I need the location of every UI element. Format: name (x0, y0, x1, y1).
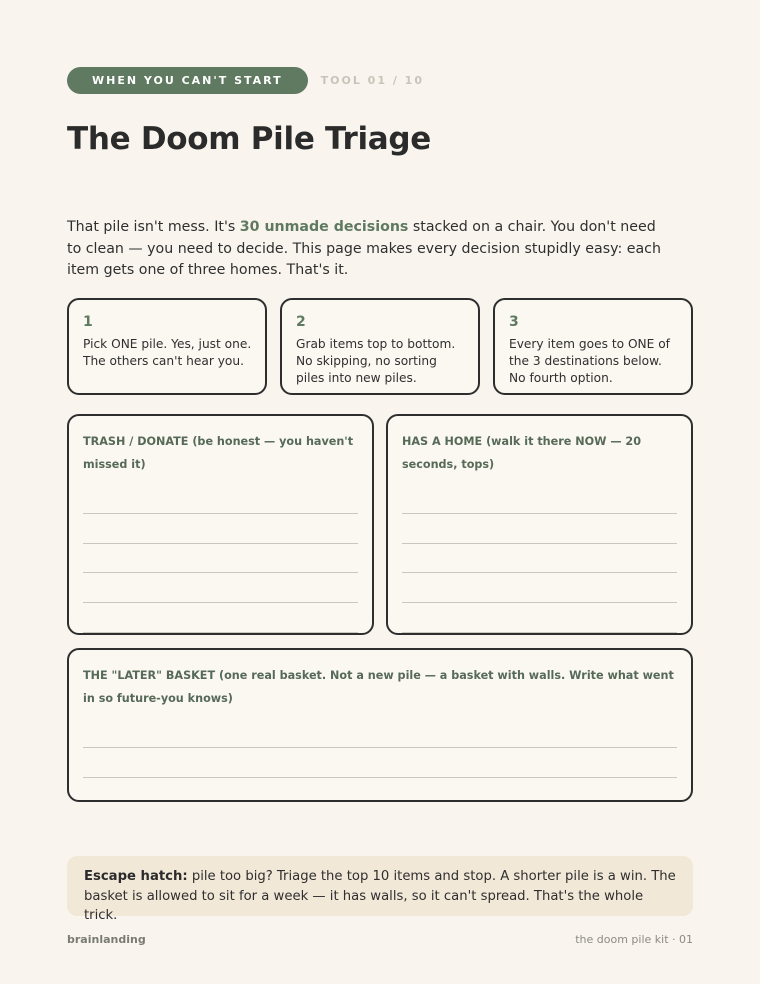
writing-line[interactable] (83, 748, 677, 778)
intro-highlight: 30 unmade decisions (239, 219, 409, 235)
writing-lines (83, 484, 358, 633)
header-row (67, 66, 693, 94)
writing-line[interactable] (402, 484, 677, 514)
intro-text-before: That pile isn't mess. It's (67, 219, 240, 235)
later-basket-box (67, 648, 693, 802)
tool-number: TOOL 01 / 10 (320, 73, 424, 87)
step-number: 1 (83, 314, 93, 330)
writing-line[interactable] (83, 544, 358, 574)
writing-line[interactable] (402, 573, 677, 603)
step-number: 2 (296, 314, 306, 330)
has-a-home-label: HAS A HOME (walk it there NOW — 20 seconds, tops) (402, 435, 641, 471)
section-badge: WHEN YOU CAN'T START (67, 67, 308, 94)
escape-hatch-label: Escape hatch: (84, 869, 188, 884)
writing-line[interactable] (402, 544, 677, 574)
trash-donate-label: TRASH / DONATE (be honest — you haven't missed it) (83, 435, 354, 471)
step-card-1 (67, 298, 267, 395)
step-text: Every item goes to ONE of the 3 destinations below. No fourth option. (509, 337, 670, 385)
writing-line[interactable] (83, 573, 358, 603)
escape-hatch-text: pile too big? Triage the top 10 items and stop. A shorter pile is a win. The basket is allowed to sit for a week — it has walls, so it can't spread. That's the whole trick. (84, 869, 676, 923)
writing-line[interactable] (83, 603, 358, 633)
writing-line[interactable] (83, 514, 358, 544)
writing-lines (402, 484, 677, 633)
step-text: Pick ONE pile. Yes, just one. The others can't hear you. (83, 337, 252, 368)
step-number: 3 (509, 314, 519, 330)
worksheet-page (67, 66, 693, 946)
intro-paragraph (67, 217, 667, 282)
step-text: Grab items top to bottom. No skipping, no sorting piles into new piles. (296, 337, 456, 385)
writing-line[interactable] (83, 484, 358, 514)
writing-lines (83, 718, 677, 778)
brand-name: brainlanding (67, 933, 146, 946)
footer (67, 933, 693, 946)
writing-line[interactable] (402, 514, 677, 544)
steps-row (67, 298, 693, 395)
has-a-home-box (386, 414, 693, 635)
later-basket-label: THE "LATER" BASKET (one real basket. Not a new pile — a basket with walls. Write what went in so future-you knows) (83, 669, 674, 705)
writing-line[interactable] (83, 718, 677, 748)
escape-hatch-note (67, 856, 693, 923)
step-card-2 (280, 298, 480, 395)
trash-donate-box (67, 414, 374, 635)
writing-line[interactable] (402, 603, 677, 633)
intro-text-after: stacked on a chair. You don't need to clean — you need to decide. This page makes every decision stupidly easy: each item gets one of three homes. That's it. (67, 219, 661, 278)
kit-page-label: the doom pile kit · 01 (575, 933, 693, 946)
page-title: The Doom Pile Triage (67, 121, 432, 157)
step-card-3 (493, 298, 693, 395)
